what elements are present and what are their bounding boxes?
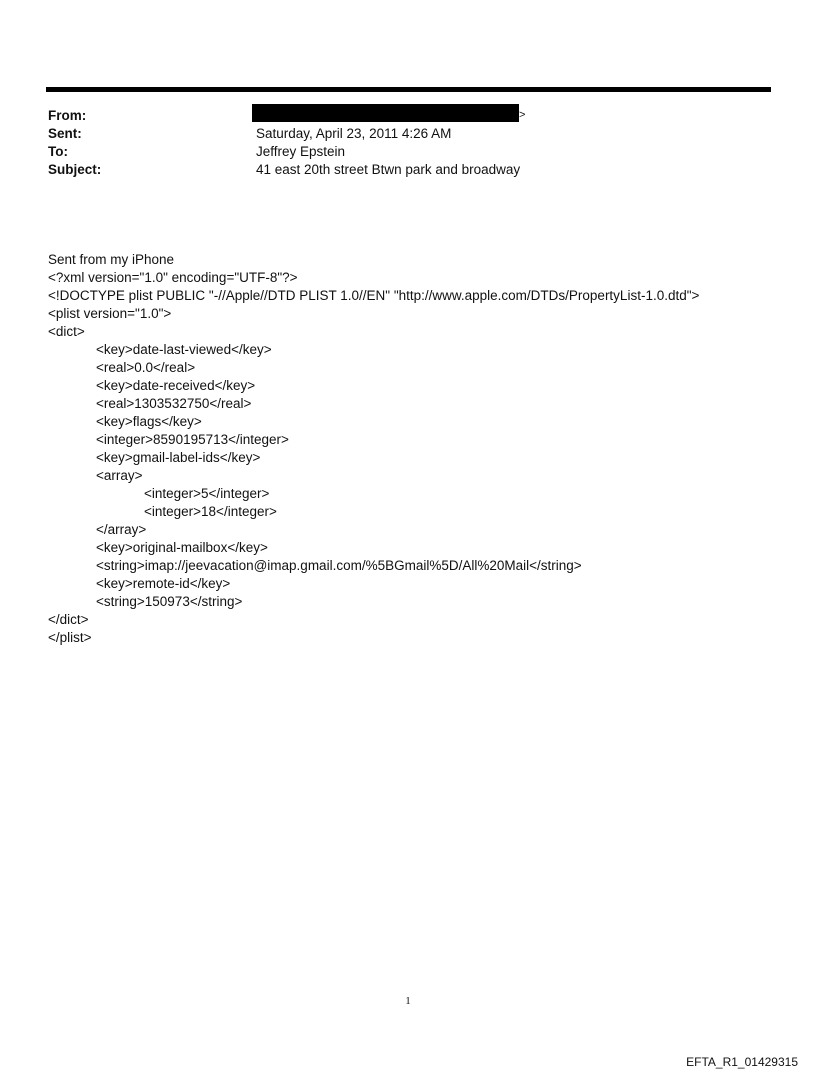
body-line: <key>date-last-viewed</key> (96, 342, 272, 357)
body-line: <key>gmail-label-ids</key> (96, 450, 261, 465)
body-line: </plist> (48, 630, 92, 645)
from-value-tail: > (519, 109, 526, 121)
body-line: <integer>5</integer> (144, 486, 270, 501)
subject-value: 41 east 20th street Btwn park and broadway (256, 162, 521, 177)
body-line: Sent from my iPhone (48, 252, 175, 267)
body-line: <string>150973</string> (96, 594, 243, 609)
body-line: <plist version="1.0"> (48, 306, 172, 321)
body-line: <array> (96, 468, 143, 483)
body-line: </array> (96, 522, 147, 537)
bates-number: EFTA_R1_01429315 (686, 1055, 798, 1069)
subject-label: Subject: (48, 162, 102, 177)
sent-label: Sent: (48, 126, 82, 141)
body-line: <key>flags</key> (96, 414, 202, 429)
subject-row (48, 161, 748, 179)
sent-row (48, 125, 748, 143)
body-line: <real>0.0</real> (96, 360, 196, 375)
body-line: <string>imap://jeevacation@imap.gmail.com/%5BGmail%5D/All%20Mail</string> (96, 558, 582, 573)
body-line: <integer>8590195713</integer> (96, 432, 289, 447)
body-line: <integer>18</integer> (144, 504, 277, 519)
body-line: <key>original-mailbox</key> (96, 540, 268, 555)
body-line: <real>1303532750</real> (96, 396, 252, 411)
header-rule (46, 87, 771, 92)
body-line: <?xml version="1.0" encoding="UTF-8"?> (48, 270, 298, 285)
sent-value: Saturday, April 23, 2011 4:26 AM (256, 126, 452, 141)
body-line: <key>remote-id</key> (96, 576, 231, 591)
from-label: From: (48, 108, 87, 123)
email-body (48, 251, 768, 647)
to-value: Jeffrey Epstein (256, 144, 346, 159)
to-row (48, 143, 748, 161)
body-line: <dict> (48, 324, 85, 339)
body-line: <key>date-received</key> (96, 378, 256, 393)
page-number: 1 (405, 995, 411, 1007)
body-line: </dict> (48, 612, 89, 627)
to-label: To: (48, 144, 68, 159)
body-line: <!DOCTYPE plist PUBLIC "-//Apple//DTD PLIST 1.0//EN" "http://www.apple.com/DTDs/PropertyList-1.0.dtd"> (48, 288, 700, 303)
redaction-box (252, 104, 519, 122)
